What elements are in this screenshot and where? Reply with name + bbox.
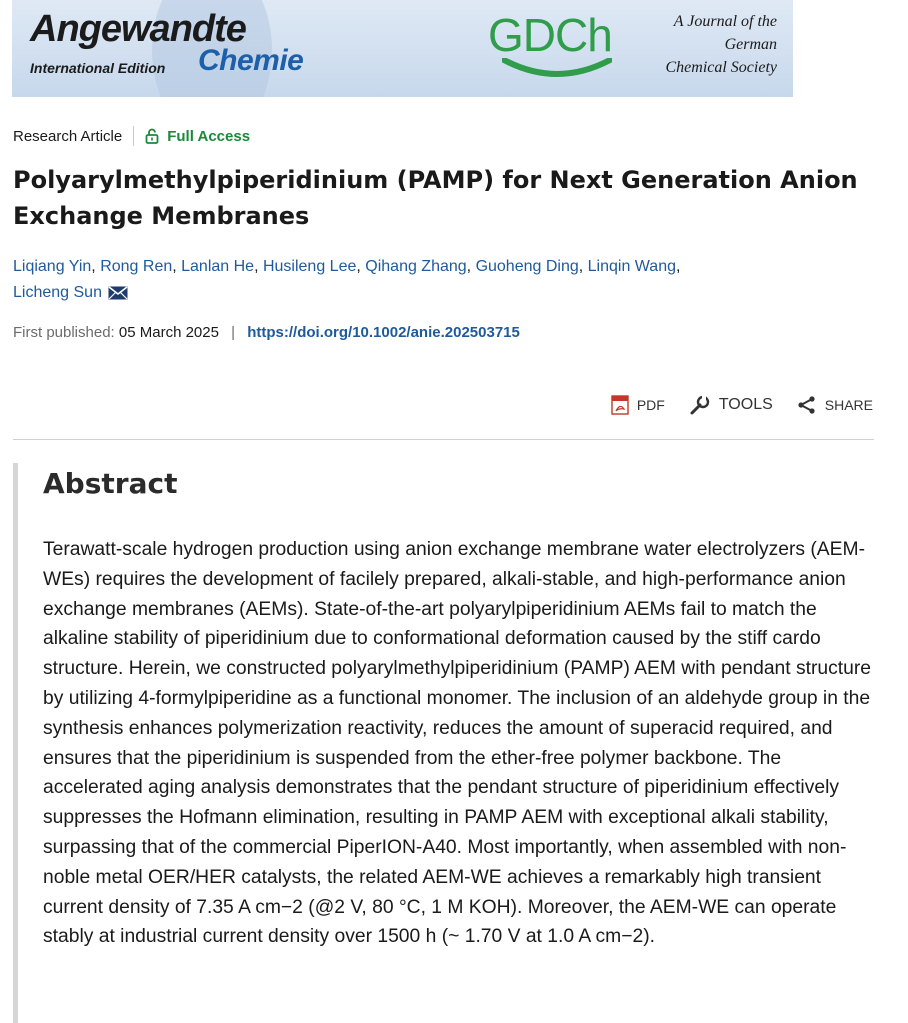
- corresponding-author-mail-icon[interactable]: [108, 286, 128, 300]
- society-logo-arc-icon: [502, 58, 612, 80]
- abstract-heading: Abstract: [43, 467, 178, 500]
- article-title: Polyarylmethylpiperidinium (PAMP) for Next Generation Anion Exchange Membranes: [13, 166, 858, 230]
- article-meta-row: [13, 126, 250, 146]
- author-link[interactable]: Guoheng Ding: [475, 258, 579, 275]
- journal-subtitle-text: Chemie: [198, 44, 304, 77]
- pub-divider: |: [231, 324, 236, 341]
- society-logo: GDCh: [488, 9, 612, 61]
- section-divider: [13, 439, 874, 440]
- author-link[interactable]: Husileng Lee: [262, 258, 357, 275]
- author-link[interactable]: Linqin Wang: [587, 258, 676, 275]
- pdf-label: PDF: [636, 397, 665, 413]
- access-badge: [145, 128, 250, 145]
- journal-logo-text: Angewandte: [30, 8, 246, 50]
- author-link[interactable]: Licheng Sun: [13, 284, 102, 301]
- article-type: Research Article: [13, 127, 123, 145]
- meta-divider: [133, 126, 134, 146]
- share-button[interactable]: [797, 395, 873, 415]
- doi-link[interactable]: https://doi.org/10.1002/anie.202503715: [247, 324, 520, 341]
- author-list: Liqiang Yin, Rong Ren, Lanlan He, Husileng Lee, Qihang Zhang, Guoheng Ding, Linqin Wang, Licheng Sun: [13, 258, 681, 301]
- first-published-date: 05 March 2025: [118, 324, 219, 341]
- abstract-text: Terawatt-scale hydrogen production using anion exchange membrane water electrolyzers (AEM-WEs) requires the development of facilely prepared, alkali-stable, and high-performance anion exchange membranes (AEMs). State-of-the-art polyarylpiperidinium AEMs fail to match the alkaline stability of piperidinium due to conformational deformation caused by the stiff cardo structure. Herein, we constructed polyarylmethylpiperidinium (PAMP) AEM with pendant structure by utilizing 4-formylpiperidine as a functional monomer. The inclusion of an aldehyde group in the synthesis enhances polymerization reactivity, reduces the amount of superacid required, and ensures that the piperidinium is suspended from the ether-free polymer backbone. The accelerated aging analysis demonstrates that the pendant structure of piperidinium effectively suppresses the Hofmann elimination, resulting in PAMP AEM with exceptional alkali stability, surpassing that of the commercial PiperION-A40. Most importantly, when assembled with non-noble metal OER/HER catalysts, the related AEM-WE achieves a remarkably high transient current density of 7.35 A cm−2 (@2 V, 80 °C, 1 M KOH). Moreover, the AEM-WE can operate stably at industrial current density over 1500 h (~ 1.70 V at 1.0 A cm−2).: [43, 539, 872, 948]
- author-link[interactable]: Liqiang Yin: [13, 258, 92, 275]
- tools-button[interactable]: [689, 394, 773, 416]
- author-link[interactable]: Lanlan He: [181, 258, 255, 275]
- first-published-label: First published:: [13, 324, 115, 341]
- publication-info: [13, 324, 520, 341]
- tools-label: TOOLS: [718, 396, 773, 413]
- author-link[interactable]: Rong Ren: [100, 258, 173, 275]
- abstract-section: [13, 463, 879, 1023]
- unlock-icon: [145, 128, 159, 144]
- share-icon: [797, 395, 817, 415]
- author-link[interactable]: Qihang Zhang: [365, 258, 467, 275]
- journal-banner[interactable]: [12, 0, 793, 97]
- article-toolbar: [587, 394, 873, 416]
- journal-edition-text: International Edition: [30, 60, 166, 76]
- access-label: Full Access: [167, 127, 251, 145]
- pdf-icon: [611, 395, 629, 415]
- society-tagline: A Journal of the German Chemical Society: [665, 13, 777, 76]
- wrench-icon: [689, 394, 711, 416]
- share-label: SHARE: [824, 397, 873, 413]
- pdf-button[interactable]: [611, 395, 665, 415]
